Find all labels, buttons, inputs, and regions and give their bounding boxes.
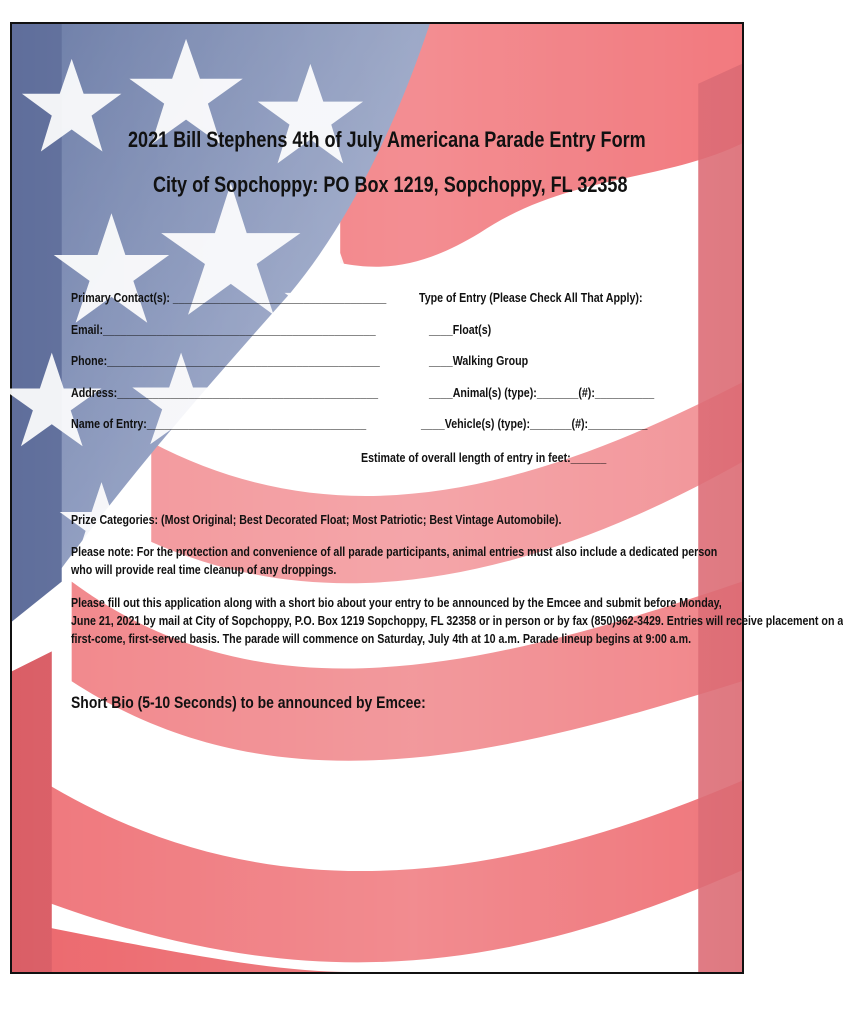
entry-type-vehicles[interactable]: ____Vehicle(s) (type):_______(#):__________ xyxy=(421,416,648,431)
entry-type-heading: Type of Entry (Please Check All That Apply): xyxy=(419,290,643,305)
short-bio-heading: Short Bio (5-10 Seconds) to be announced by Emcee: xyxy=(71,693,426,712)
animal-note-line-1: Please note: For the protection and convenience of all parade participants, animal entries must also include a dedicated person xyxy=(71,544,718,559)
email-field[interactable]: Email:______________________________________________ xyxy=(71,322,376,337)
phone-field[interactable]: Phone:______________________________________________ xyxy=(71,353,380,368)
entry-type-float[interactable]: ____Float(s) xyxy=(429,322,492,337)
short-bio-area[interactable] xyxy=(71,724,711,954)
form-title: 2021 Bill Stephens 4th of July Americana Parade Entry Form xyxy=(128,127,646,152)
animal-note-line-2: who will provide real time cleanup of any droppings. xyxy=(71,562,337,577)
primary-contact-field[interactable]: Primary Contact(s): ____________________________________ xyxy=(71,290,387,305)
form-address-title: City of Sopchoppy: PO Box 1219, Sopchoppy, FL 32358 xyxy=(153,172,628,197)
entry-type-walking-group[interactable]: ____Walking Group xyxy=(429,353,529,368)
document-frame xyxy=(10,22,843,974)
address-field[interactable]: Address:____________________________________________ xyxy=(71,385,379,400)
name-of-entry-field[interactable]: Name of Entry:_____________________________________ xyxy=(71,416,367,431)
prize-categories-text: Prize Categories: (Most Original; Best Decorated Float; Most Patriotic; Best Vintage Automobile). xyxy=(71,512,562,527)
entry-length-estimate-field[interactable]: Estimate of overall length of entry in feet:______ xyxy=(361,450,607,465)
instructions-line-1: Please fill out this application along with a short bio about your entry to be announced by the Emcee and submit before Monday, xyxy=(71,595,722,610)
entry-type-animals[interactable]: ____Animal(s) (type):_______(#):__________ xyxy=(429,385,655,400)
instructions-line-3: first-come, first-served basis. The parade will commence on Saturday, July 4th at 10 a.m. Parade lineup begins at 9:00 a.m. xyxy=(71,631,692,646)
instructions-line-2: June 21, 2021 by mail at City of Sopchoppy, P.O. Box 1219 Sopchoppy, FL 32358 or in person or by fax (850)962-3429. Entries will receive placement on a xyxy=(71,613,843,628)
